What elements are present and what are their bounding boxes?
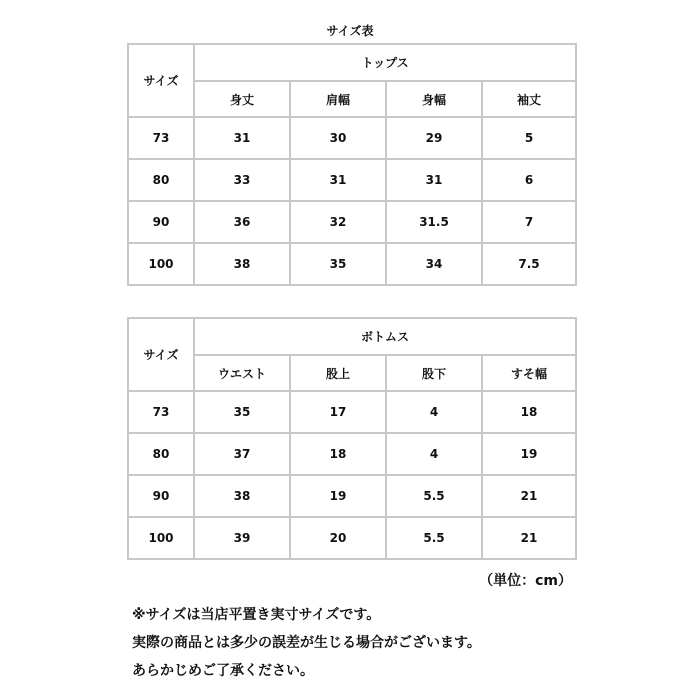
chart-title: サイズ表 — [326, 24, 374, 38]
value-cell: 18 — [290, 433, 386, 475]
value-cell: 5.5 — [386, 475, 482, 517]
column-header: 肩幅 — [290, 81, 386, 117]
value-cell: 35 — [194, 391, 290, 433]
table-row — [128, 391, 576, 433]
column-header: ウエスト — [194, 355, 290, 391]
value-cell: 36 — [194, 201, 290, 243]
value-cell: 38 — [194, 243, 290, 285]
value-cell: 7 — [482, 201, 576, 243]
tops-size-table — [127, 43, 577, 286]
size-cell: 90 — [128, 475, 194, 517]
value-cell: 6 — [482, 159, 576, 201]
notes — [132, 601, 481, 685]
size-cell: 90 — [128, 201, 194, 243]
table-row — [128, 117, 576, 159]
table-row — [128, 517, 576, 559]
value-cell: 31 — [290, 159, 386, 201]
value-cell: 33 — [194, 159, 290, 201]
value-cell: 20 — [290, 517, 386, 559]
value-cell: 29 — [386, 117, 482, 159]
value-cell: 37 — [194, 433, 290, 475]
column-header: 身幅 — [386, 81, 482, 117]
size-cell: 80 — [128, 159, 194, 201]
note-line: 実際の商品とは多少の誤差が生じる場合がございます。 — [132, 635, 481, 651]
unit-label: （単位：cm） — [479, 573, 572, 589]
bottoms-size-table — [127, 317, 577, 560]
table-row — [128, 243, 576, 285]
size-cell: 73 — [128, 391, 194, 433]
value-cell: 31 — [194, 117, 290, 159]
table-row — [128, 201, 576, 243]
column-header: 身丈 — [194, 81, 290, 117]
size-header: サイズ — [128, 44, 194, 117]
value-cell: 17 — [290, 391, 386, 433]
value-cell: 31.5 — [386, 201, 482, 243]
value-cell: 19 — [290, 475, 386, 517]
value-cell: 18 — [482, 391, 576, 433]
group-header-bottoms: ボトムス — [194, 318, 576, 355]
column-header: 股下 — [386, 355, 482, 391]
value-cell: 21 — [482, 517, 576, 559]
table-row — [128, 159, 576, 201]
column-header: 股上 — [290, 355, 386, 391]
table-row — [128, 433, 576, 475]
value-cell: 31 — [386, 159, 482, 201]
size-cell: 73 — [128, 117, 194, 159]
value-cell: 4 — [386, 391, 482, 433]
table-row — [128, 475, 576, 517]
size-cell: 80 — [128, 433, 194, 475]
value-cell: 34 — [386, 243, 482, 285]
value-cell: 35 — [290, 243, 386, 285]
note-line: ※サイズは当店平置き実寸サイズです。 — [132, 607, 381, 623]
value-cell: 38 — [194, 475, 290, 517]
value-cell: 21 — [482, 475, 576, 517]
group-header-tops: トップス — [194, 44, 576, 81]
value-cell: 39 — [194, 517, 290, 559]
size-cell: 100 — [128, 517, 194, 559]
column-header: すそ幅 — [482, 355, 576, 391]
value-cell: 19 — [482, 433, 576, 475]
value-cell: 30 — [290, 117, 386, 159]
column-header: 袖丈 — [482, 81, 576, 117]
value-cell: 5.5 — [386, 517, 482, 559]
value-cell: 7.5 — [482, 243, 576, 285]
value-cell: 4 — [386, 433, 482, 475]
size-header: サイズ — [128, 318, 194, 391]
value-cell: 5 — [482, 117, 576, 159]
value-cell: 32 — [290, 201, 386, 243]
note-line: あらかじめご了承ください。 — [132, 663, 314, 679]
size-cell: 100 — [128, 243, 194, 285]
